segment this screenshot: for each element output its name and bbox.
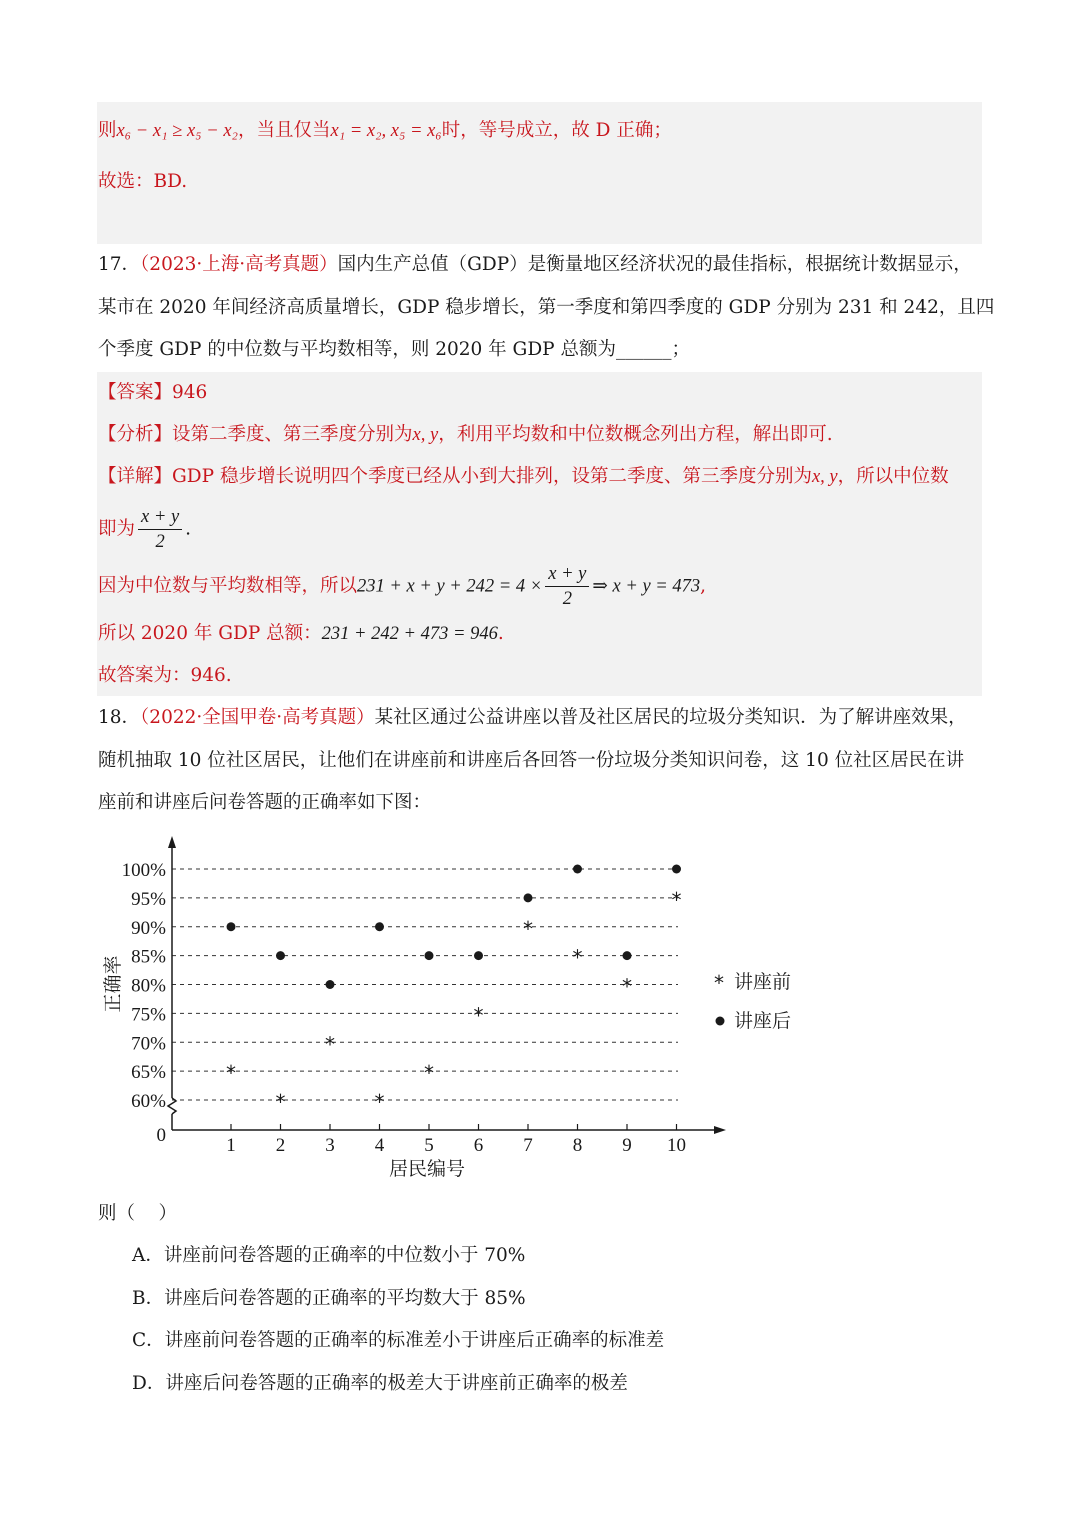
fraction-mean: [545, 564, 589, 610]
point-before: *: [424, 1061, 434, 1086]
option-a[interactable]: A．讲座前问卷答题的正确率的中位数小于 70%: [132, 1245, 526, 1266]
x-tick-label: 9: [622, 1135, 632, 1156]
math-vars: x, y: [811, 467, 838, 487]
y-tick-label: 65%: [131, 1062, 166, 1084]
point-before: *: [325, 1032, 335, 1057]
question-number: 18．: [98, 707, 141, 728]
point-after: [672, 865, 681, 874]
point-before: *: [572, 945, 583, 970]
fraction-denominator: 2: [155, 532, 165, 553]
y-tick-label: 60%: [131, 1091, 166, 1112]
x-tick-label: 8: [572, 1135, 583, 1156]
fraction-denominator: 2: [562, 589, 572, 610]
text: 设第二季度、第三季度分别为: [172, 424, 413, 445]
y-axis-arrow: [168, 836, 176, 848]
y-tick-labels: [122, 860, 167, 1146]
fraction-numerator: x + y: [545, 564, 589, 587]
question-source: （2023·上海·高考真题）: [140, 254, 338, 275]
option-d[interactable]: D．讲座后问卷答题的正确率的极差大于讲座前正确率的极差: [132, 1373, 628, 1394]
math-vars: x, y: [412, 425, 439, 445]
detail-17-line-2: [98, 507, 191, 553]
solution-16-choice: 故选：BD.: [98, 171, 188, 192]
question-number: 17．: [98, 254, 141, 275]
text: 国内生产总值（GDP）是衡量地区经济状况的最佳指标，根据统计数据显示，: [337, 254, 972, 275]
text: ，当且仅当: [237, 120, 331, 141]
point-before: *: [275, 1090, 286, 1114]
question-18-line-2: 随机抽取 10 位社区居民，让他们在讲座前和讲座后各回答一份垃圾分类知识问卷，这 10 位社区居民在讲: [98, 750, 965, 771]
point-after: [573, 865, 582, 874]
point-before: *: [226, 1061, 236, 1086]
text: 所以 2020 年 GDP 总额：: [98, 623, 322, 644]
math-total: 231 + 242 + 473 = 946: [321, 624, 498, 644]
solution-16-line-1: [98, 122, 672, 141]
analysis-17: [98, 426, 833, 445]
legend-label-after: 讲座后: [734, 1010, 792, 1032]
text: 因为中位数与平均数相等，所以: [98, 575, 358, 597]
point-before: *: [523, 916, 533, 941]
math-condition: x₁ = x₂, x₅ = x₆: [330, 121, 442, 141]
answer-17: [98, 384, 207, 403]
point-after: [623, 951, 632, 960]
x-tick-label: 6: [473, 1135, 484, 1156]
x-tick-label: 3: [325, 1135, 335, 1156]
y-tick-label: 100%: [121, 860, 166, 881]
x-tick-labels: [226, 1135, 686, 1156]
text: GDP 稳步增长说明四个季度已经从小到大排列，设第二季度、第三季度分别为: [172, 466, 812, 487]
point-before: *: [671, 887, 682, 912]
point-before: *: [374, 1090, 385, 1114]
x-axis-label: 居民编号: [388, 1158, 466, 1180]
legend: [714, 971, 791, 1032]
x-tick-label: 5: [424, 1135, 434, 1156]
x-tick-label: 2: [275, 1135, 286, 1156]
text: ,: [700, 575, 707, 597]
y-tick-label: 70%: [131, 1033, 166, 1055]
y-tick-label: 85%: [131, 946, 166, 968]
fraction-numerator: x + y: [138, 507, 182, 530]
y-tick-label: 75%: [131, 1004, 166, 1026]
math-equation-left: 231 + x + y + 242 = 4 ×: [357, 576, 543, 597]
analysis-tag: 【分析】: [98, 424, 173, 445]
text: .: [185, 518, 192, 540]
text: .: [497, 623, 504, 644]
text: ，利用平均数和中位数概念列出方程，解出即可.: [438, 424, 833, 445]
legend-marker-after: [716, 1017, 725, 1026]
x-tick-label: 10: [667, 1135, 686, 1156]
text: 则: [98, 120, 117, 141]
text: 某社区通过公益讲座以普及社区居民的垃圾分类知识．为了解讲座效果，: [374, 707, 967, 728]
y-tick-label: 80%: [131, 975, 166, 997]
question-17-line-1: [98, 256, 972, 275]
point-before: *: [622, 974, 632, 999]
detail-17-line-1: [98, 468, 949, 487]
y-axis-label: 正确率: [102, 955, 124, 1013]
text: 时，等号成立，故 D 正确；: [441, 120, 672, 141]
answer-tag: 【答案】: [98, 382, 173, 403]
answer-value: 946: [172, 382, 208, 403]
text: ，所以中位数: [837, 466, 949, 487]
point-after: [375, 922, 384, 931]
detail-tag: 【详解】: [98, 466, 173, 487]
question-18-stem: 则（ ）: [98, 1203, 178, 1224]
legend-label-before: 讲座前: [734, 971, 792, 993]
x-axis-arrow: [714, 1126, 726, 1134]
point-after: [474, 951, 483, 960]
x-tick-label: 1: [226, 1135, 236, 1156]
point-after: [227, 922, 236, 931]
scatter-chart: [98, 832, 818, 1182]
question-18-line-3: 座前和讲座后问卷答题的正确率如下图：: [98, 792, 432, 813]
x-tick-label: 7: [523, 1135, 533, 1156]
point-after: [326, 980, 335, 989]
y-tick-label: 90%: [131, 917, 166, 939]
final-answer-17: 故答案为：946.: [98, 665, 232, 686]
detail-17-equation: [98, 564, 706, 610]
solution-block-17: [97, 372, 982, 696]
fraction-median: [138, 507, 182, 553]
x-tick-label: 4: [374, 1135, 385, 1156]
point-after: [524, 893, 533, 902]
option-b[interactable]: B．讲座后问卷答题的正确率的平均数大于 85%: [132, 1288, 526, 1309]
question-source: （2022·全国甲卷·高考真题）: [140, 707, 375, 728]
text: 即为: [98, 518, 136, 540]
y-tick-label: 95%: [131, 888, 166, 910]
question-17-line-3: 个季度 GDP 的中位数与平均数相等，则 2020 年 GDP 总额为______；: [98, 339, 690, 360]
detail-17-total: [98, 625, 504, 644]
y-tick-label: 0: [156, 1125, 166, 1146]
data-marks: [226, 865, 682, 1115]
legend-marker-before: *: [714, 971, 724, 995]
math-inequality: x₆ − x₁ ≥ x₅ − x₂: [116, 121, 238, 141]
question-18-line-1: [98, 709, 967, 728]
option-c[interactable]: C．讲座前问卷答题的正确率的标准差小于讲座后正确率的标准差: [132, 1330, 665, 1351]
point-after: [276, 951, 285, 960]
point-before: *: [473, 1003, 484, 1028]
point-after: [425, 951, 434, 960]
math-equation-result: ⇒ x + y = 473: [592, 576, 701, 597]
question-17-line-2: 某市在 2020 年间经济高质量增长，GDP 稳步增长，第一季度和第四季度的 GDP 分别为 231 和 242，且四: [98, 297, 995, 318]
